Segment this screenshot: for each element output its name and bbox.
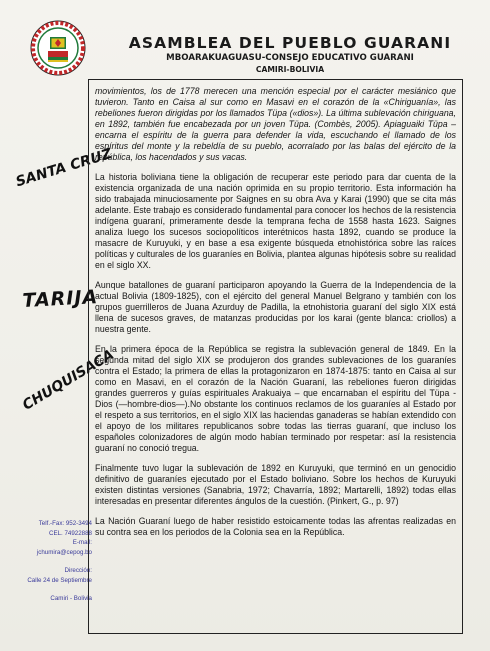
contact-email: jchumira@cepog.bo bbox=[36, 548, 92, 556]
paragraph: movimientos, los de 1778 merecen una mención especial por el carácter mesiánico que tuvieron. Tanto en Caisa al sur como en Masavi en el corazón de la «Chiriguanía», las rebeliones fueron dirigidas por los llamados Tüpa («dios»). La última sublevación chiriguana, en 1892, también fue encabezada por un joven Tüpa. (Combès, 2005). Apiaguaiki Tüpa – encarna el espíritu de la guerra para defender la vida, escuchando el llamado de los espíritus del monte y la rebeldía de su pueblo, acorralado por las balas del ejército de la república, los hacendados y sus vacas. bbox=[95, 86, 456, 162]
contact-email-label: E-mail: bbox=[72, 539, 92, 546]
paragraph: La historia boliviana tiene la obligación de recuperar este periodo para dar cuenta de la existencia organizada de una nación oprimida en su propio territorio. Esta información ha sido trabajada minuciosamente por Saignes en su obra Ava y Karai (1990) que se cita más adelante. Este trabajo es considerado fundamental para conocer los hechos de la resistencia indígena guaraní, primeramente desde la temprana fecha de 1558 hasta 1623. Saignes analiza luego los sucesos sociopolíticos interétnicos hasta 1892, cuando se produce la masacre de Kuruyuki, y en base a esa exigente búsqueda etnohistórica sobre las raíces políticas y culturales de los guaraníes en Bolivia, plantea algunas hipótesis sobre su realidad en el siglo XX. bbox=[95, 172, 456, 270]
contact-address: Calle 24 de Septiembre bbox=[27, 576, 92, 584]
contact-cell: CEL. 74922888 bbox=[48, 529, 92, 537]
contact-info bbox=[8, 519, 92, 604]
header-city: CAMIRI-BOLIVIA bbox=[255, 65, 325, 74]
contact-phone: Telf.-Fax: 952-3494 bbox=[38, 520, 92, 527]
paragraph: En la primera época de la República se registra la sublevación general de 1849. En la segunda mitad del siglo XIX se produjeron dos grandes sublevaciones de los guaraníes contra el Estado; la primera de ellas la protagonizaron en 1874-1875: tanto en Caisa al sur como en Masavi, en el corazón de la Nación Guaraní, las rebeliones fueron dirigidas grandes guerreros y guías espirituales Arakuaiya – que encarnaban el espíritu del Tüpa - Dios (—hombre-dios—).No obstante los continuos reclamos de los guaraníes al Estado por el respeto a sus territorios, en el siglo XIX las haciendas ganaderas se habían extendido con el apoyo de los militares republicanos sobre todas las tierras guaraní, que incluso los españoles colonizadores de algún modo habían terminado por respetar: así la resistencia guaraní no conoció tregua. bbox=[95, 344, 456, 453]
paragraph: La Nación Guaraní luego de haber resistido estoicamente todas las afrentas realizadas en su contra sea en los periodos de la Colonia sea en la República. bbox=[95, 516, 456, 537]
paragraph: Finalmente tuvo lugar la sublevación de 1892 en Kuruyuki, que terminó en un genocidio definitivo de guaraníes ejecutado por el Estado boliviano. Sobre los hechos de Kuruyuki existen distintas versiones (Sanabria, 1972; Chavarría, 1892; Martarelli, 1892) todas ellas interesadas en presentar diferentes ángulos de la cuestión. (Pinkert, G., p. 97) bbox=[95, 463, 456, 506]
article-body bbox=[88, 79, 463, 634]
organization-logo bbox=[30, 20, 86, 76]
region-label-chuquisaca: CHUQUISACA bbox=[20, 346, 117, 414]
header-title: ASAMBLEA DEL PUEBLO GUARANI bbox=[128, 34, 452, 52]
region-label-tarija: TARIJA bbox=[22, 286, 99, 312]
paragraph: Aunque batallones de guaraní participaron apoyando la Guerra de la Independencia de la actual Bolivia (1809-1825), con el ejército del general Manuel Belgrano y también con los grupos guerrilleros de Juana Azurduy de Padilla, la etnohistoria guaraní del siglo XIX está llena de sucesos graves, de matanzas producidas por los karai (gente blanca: criollos) a nuestra gente. bbox=[95, 280, 456, 334]
region-label-santa-cruz: SANTA CRUZ bbox=[14, 145, 114, 191]
contact-city: Camiri - Bolivia bbox=[50, 595, 92, 602]
contact-address-label: Dirección: bbox=[64, 567, 92, 574]
header-subtitle: MBOARAKUAGUASU-CONSEJO EDUCATIVO GUARANI bbox=[166, 53, 414, 63]
